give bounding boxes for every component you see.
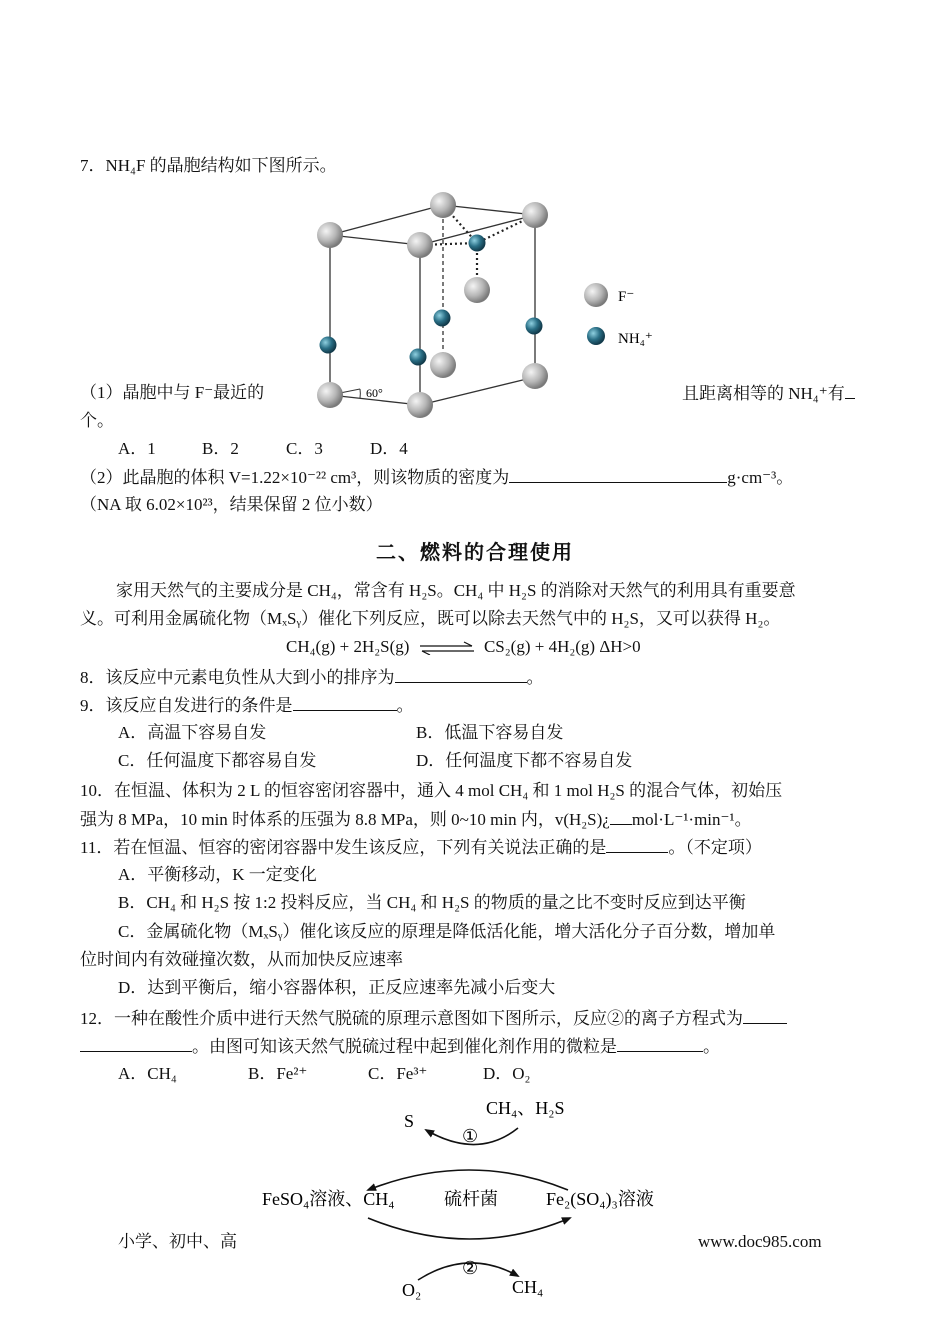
q11-option-c-line2: 位时间内有效碰撞次数，从而加快反应速率	[80, 950, 403, 969]
footer-left: 小学、初中、高	[118, 1232, 237, 1251]
equation-right: CS₂(g) + 4H₂(g) ΔH>0	[483, 637, 641, 656]
section-intro-line2: 义。可利用金属硫化物（MₓSᵧ）催化下列反应，既可以除去天然气中的 H₂S，又可以获得 H₂。	[80, 609, 781, 628]
legend-f-label: F⁻	[618, 289, 635, 305]
f-ions	[317, 192, 548, 418]
q7-sub2	[80, 466, 793, 489]
q9-option-b: B．低温下容易自发	[416, 723, 564, 742]
q9-option-a: A．高温下容易自发	[118, 723, 267, 742]
section-heading: 二、燃料的合理使用	[376, 540, 574, 564]
q9-option-d: D．任何温度下都不容易自发	[416, 751, 633, 770]
q10-line1: 10．在恒温、体积为 2 L 的恒容密闭容器中，通入 4 mol CH₄ 和 1 mol H₂S 的混合气体，初始压	[80, 781, 783, 800]
q12-option-c: C．Fe³⁺	[368, 1064, 428, 1083]
desulfurization-diagram	[240, 1090, 700, 1305]
q9-text: 9．该反应自发进行的条件是	[80, 696, 293, 715]
q11-text: 11．若在恒温、恒容的密闭容器中发生该反应，下列有关说法正确的是	[80, 838, 607, 857]
center-bacteria: 硫杆菌	[444, 1189, 498, 1209]
q12-option-a: A．CH₄	[118, 1064, 177, 1083]
q12-line2-mid: 。由图可知该天然气脱硫过程中起到催化剂作用的微粒是	[192, 1037, 617, 1056]
q7-sub1-right	[682, 382, 855, 405]
q8-text: 8．该反应中元素电负性从大到小的排序为	[80, 668, 395, 687]
q12-line2-end: 。	[703, 1037, 720, 1056]
q9-option-c: C．任何温度下都容易自发	[118, 751, 317, 770]
q11-option-b: B．CH₄ 和 H₂S 按 1:2 投料反应，当 CH₄ 和 H₂S 的物质的量之比不变时反应到达平衡	[118, 893, 746, 912]
q9-end: 。	[396, 696, 414, 715]
section-intro-line1: 家用天然气的主要成分是 CH₄，常含有 H₂S。CH₄ 中 H₂S 的消除对天然气的利用具有重要意	[116, 581, 796, 600]
left-species: FeSO₄溶液、CH₄	[262, 1189, 395, 1209]
angle-label: 60°	[366, 386, 383, 400]
q9	[80, 694, 414, 717]
q7-sub2-text: （2）此晶胞的体积 V=1.22×10⁻²² cm³，则该物质的密度为	[80, 468, 510, 487]
legend-nh4-label: NH₄⁺	[618, 331, 653, 347]
q8-end: 。	[526, 668, 544, 687]
q7-sub2-note: （NA 取 6.02×10²³，结果保留 2 位小数）	[80, 495, 383, 514]
q10-line2-end: mol·L⁻¹·min⁻¹。	[631, 810, 752, 829]
q7-option-c: C．3	[286, 439, 323, 458]
q12-option-b: B．Fe²⁺	[248, 1064, 308, 1083]
q10-line2	[80, 808, 752, 831]
footer-right[interactable]: www.doc985.com	[698, 1232, 822, 1251]
q10-line2-text: 强为 8 MPa，10 min 时体系的压强为 8.8 MPa，则 0~10 min 内，v(H₂S)¿	[80, 810, 610, 829]
nh4-ions	[320, 235, 543, 366]
q7-sub1-left: （1）晶胞中与 F⁻最近的	[80, 383, 265, 402]
reaction-equation	[286, 636, 641, 658]
q7-option-d: D．4	[370, 439, 408, 458]
q12-line1-text: 12．一种在酸性介质中进行天然气脱硫的原理示意图如下图所示，反应②的离子方程式为	[80, 1009, 743, 1028]
product-s: S	[404, 1111, 415, 1131]
legend-nh4-ball	[587, 327, 605, 345]
q12-answer-blank-1a[interactable]	[743, 1007, 787, 1024]
q11-option-d: D．达到平衡后，缩小容器体积，正反应速率先减小后变大	[118, 978, 556, 997]
crystal-cell-figure	[300, 185, 680, 425]
circle-1: ①	[462, 1126, 479, 1146]
q10-answer-blank[interactable]	[610, 808, 632, 825]
q7-sub1-right-text: 且距离相等的 NH₄⁺有	[682, 384, 845, 403]
q8-answer-blank[interactable]	[395, 666, 527, 683]
q7-sub1-cont: 个。	[80, 411, 114, 430]
upper-cycle-arc	[368, 1170, 568, 1190]
product-ch4: CH₄	[512, 1277, 544, 1297]
q11-option-a: A．平衡移动，K 一定变化	[118, 865, 317, 884]
q12-line1	[80, 1007, 787, 1030]
right-species: Fe₂(SO₄)₃溶液	[546, 1189, 654, 1209]
q7-title: 7．NH₄F 的晶胞结构如下图所示。	[80, 156, 337, 175]
q12-line2	[80, 1035, 720, 1058]
lower-cycle-arc	[368, 1218, 570, 1239]
q12-answer-blank-2[interactable]	[617, 1035, 703, 1052]
q7-answer-blank-1[interactable]	[845, 382, 855, 399]
legend-f-ball	[584, 283, 608, 307]
reactant-o2: O₂	[402, 1280, 422, 1300]
q7-answer-blank-2[interactable]	[509, 466, 727, 483]
q7-option-b: B．2	[202, 439, 239, 458]
reactants-ch4-h2s: CH₄、H₂S	[486, 1098, 565, 1118]
q12-answer-blank-1b[interactable]	[80, 1035, 192, 1052]
q7-option-a: A．1	[118, 439, 156, 458]
circle-2: ②	[462, 1258, 479, 1278]
equation-left: CH₄(g) + 2H₂S(g)	[286, 637, 410, 656]
q11-option-c-line1: C．金属硫化物（MₓSᵧ）催化该反应的原理是降低活化能，增大活化分子百分数，增加单	[118, 922, 776, 941]
q11-answer-blank[interactable]	[606, 836, 668, 853]
q9-answer-blank[interactable]	[293, 694, 397, 711]
q7-sub2-unit: g·cm⁻³。	[727, 468, 794, 487]
q11	[80, 836, 762, 859]
q8	[80, 666, 544, 689]
q11-end: 。（不定项）	[668, 838, 762, 857]
q12-option-d: D．O₂	[483, 1064, 531, 1083]
equilibrium-arrow-icon	[418, 641, 476, 655]
